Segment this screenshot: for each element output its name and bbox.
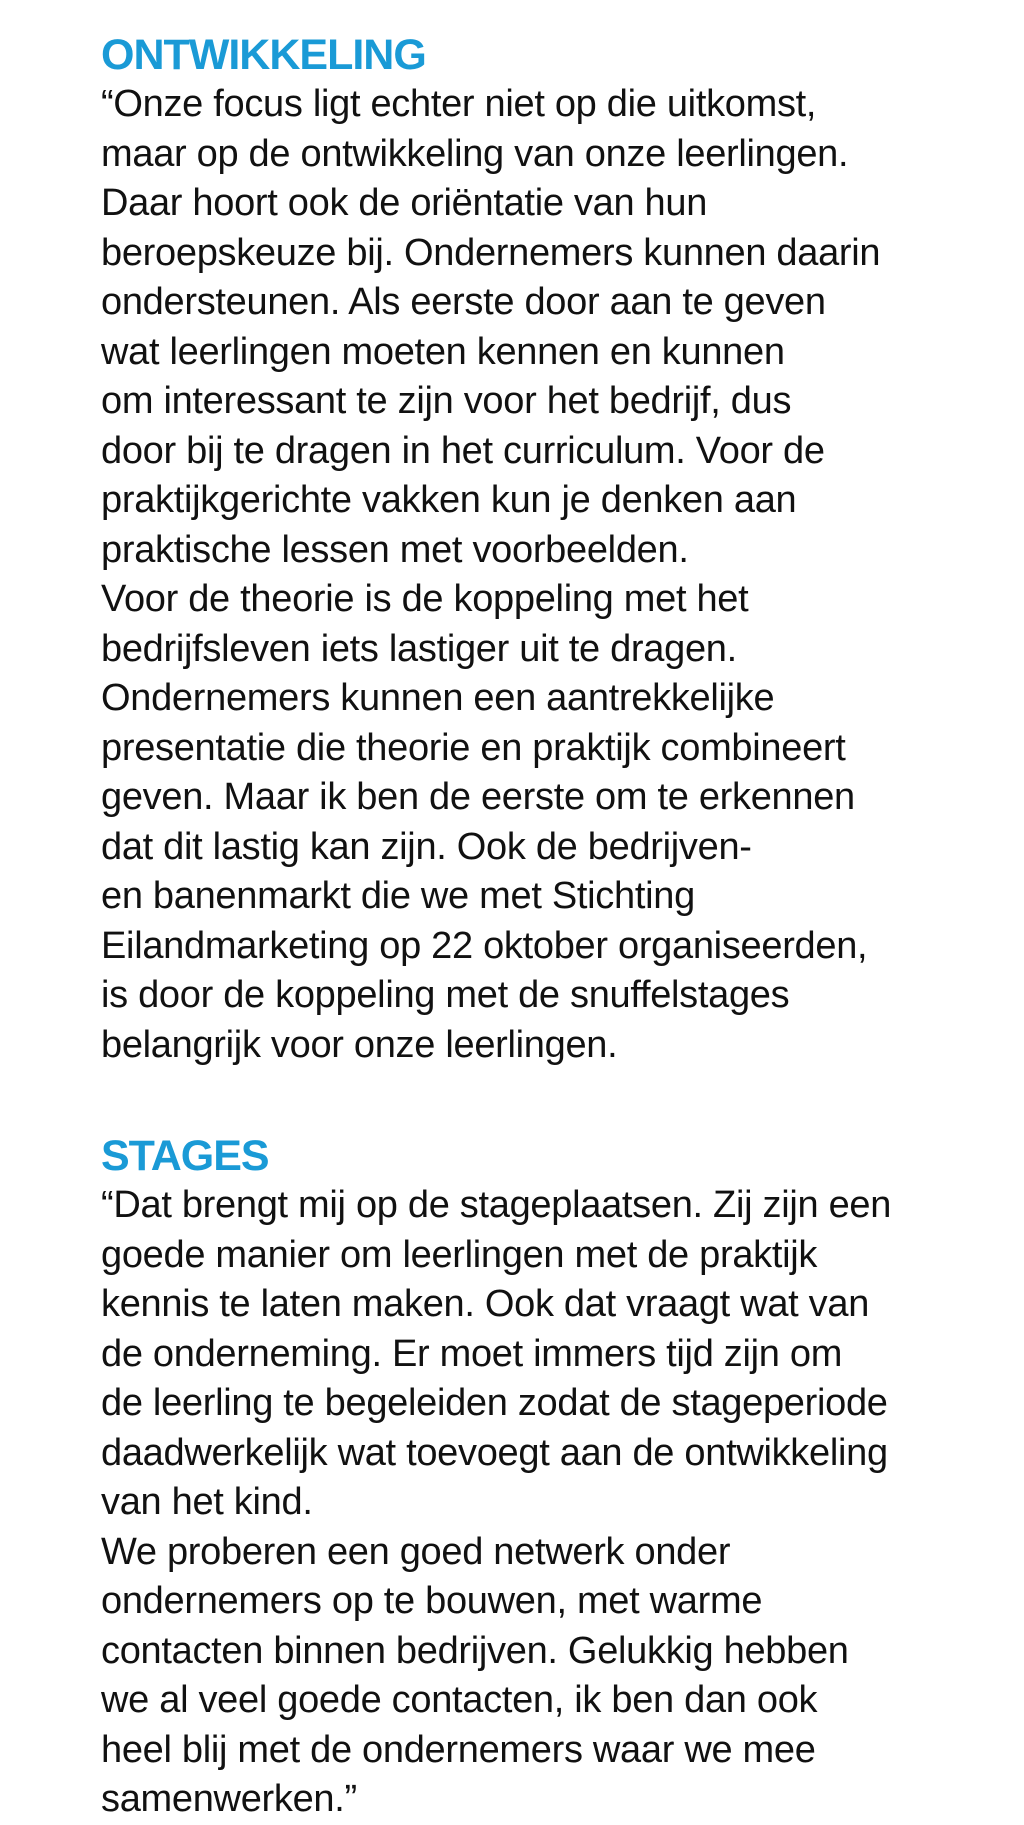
text-line: Daar hoort ook de oriëntatie van hun xyxy=(101,182,708,224)
text-line: ondersteunen. Als eerste door aan te geven xyxy=(101,281,826,323)
text-line: door bij te dragen in het curriculum. Voor de xyxy=(101,429,825,472)
text-line: belangrijk voor onze leerlingen. xyxy=(101,1023,618,1066)
text-line: wat leerlingen moeten kennen en kunnen xyxy=(101,330,785,373)
text-line: samenwerken.” xyxy=(101,1778,357,1820)
paragraph xyxy=(101,1528,1001,1825)
section-stages xyxy=(101,1131,1001,1825)
text-line: ondernemers op te bouwen, met warme xyxy=(101,1580,763,1622)
text-line: om interessant te zijn voor het bedrijf, dus xyxy=(101,380,792,422)
section-heading-ontwikkeling: ONTWIKKELING xyxy=(101,31,426,79)
text-line: geven. Maar ik ben de eerste om te erkennen xyxy=(101,776,855,818)
text-line: “Dat brengt mij op de stageplaatsen. Zij zijn een xyxy=(101,1184,892,1226)
text-line: “Onze focus ligt echter niet op die uitkomst, xyxy=(101,83,817,125)
text-line: maar op de ontwikkeling van onze leerlingen. xyxy=(101,132,849,175)
text-line: Eilandmarketing op 22 oktober organiseerden, xyxy=(101,924,868,967)
text-line: kennis te laten maken. Ook dat vraagt wat van xyxy=(101,1283,870,1325)
paragraph xyxy=(101,1181,1001,1528)
text-line: van het kind. xyxy=(101,1481,313,1523)
section-heading-stages: STAGES xyxy=(101,1132,269,1180)
text-line: en banenmarkt die we met Stichting xyxy=(101,875,695,917)
text-line: praktijkgerichte vakken kun je denken aan xyxy=(101,479,797,521)
text-line: daadwerkelijk wat toevoegt aan de ontwikkeling xyxy=(101,1431,888,1474)
article xyxy=(101,30,1001,1825)
paragraph xyxy=(101,575,1001,1070)
text-line: heel blij met de ondernemers waar we mee xyxy=(101,1728,816,1771)
text-line: de onderneming. Er moet immers tijd zijn om xyxy=(101,1332,843,1375)
text-line: is door de koppeling met de snuffelstages xyxy=(101,974,790,1016)
text-line: goede manier om leerlingen met de praktijk xyxy=(101,1233,818,1276)
text-line: We proberen een goed netwerk onder xyxy=(101,1530,731,1573)
text-line: dat dit lastig kan zijn. Ook de bedrijven- xyxy=(101,825,752,868)
text-line: contacten binnen bedrijven. Gelukkig hebben xyxy=(101,1629,849,1672)
section-ontwikkeling xyxy=(101,30,1001,1070)
text-line: beroepskeuze bij. Ondernemers kunnen daarin xyxy=(101,231,881,274)
text-line: bedrijfsleven iets lastiger uit te dragen. xyxy=(101,627,737,670)
text-line: praktische lessen met voorbeelden. xyxy=(101,528,689,571)
paragraph xyxy=(101,80,1001,575)
text-line: de leerling te begeleiden zodat de stageperiode xyxy=(101,1382,888,1424)
text-line: presentatie die theorie en praktijk combineert xyxy=(101,726,846,769)
text-line: Voor de theorie is de koppeling met het xyxy=(101,578,749,620)
text-line: we al veel goede contacten, ik ben dan ook xyxy=(101,1679,818,1721)
text-line: Ondernemers kunnen een aantrekkelijke xyxy=(101,677,775,719)
